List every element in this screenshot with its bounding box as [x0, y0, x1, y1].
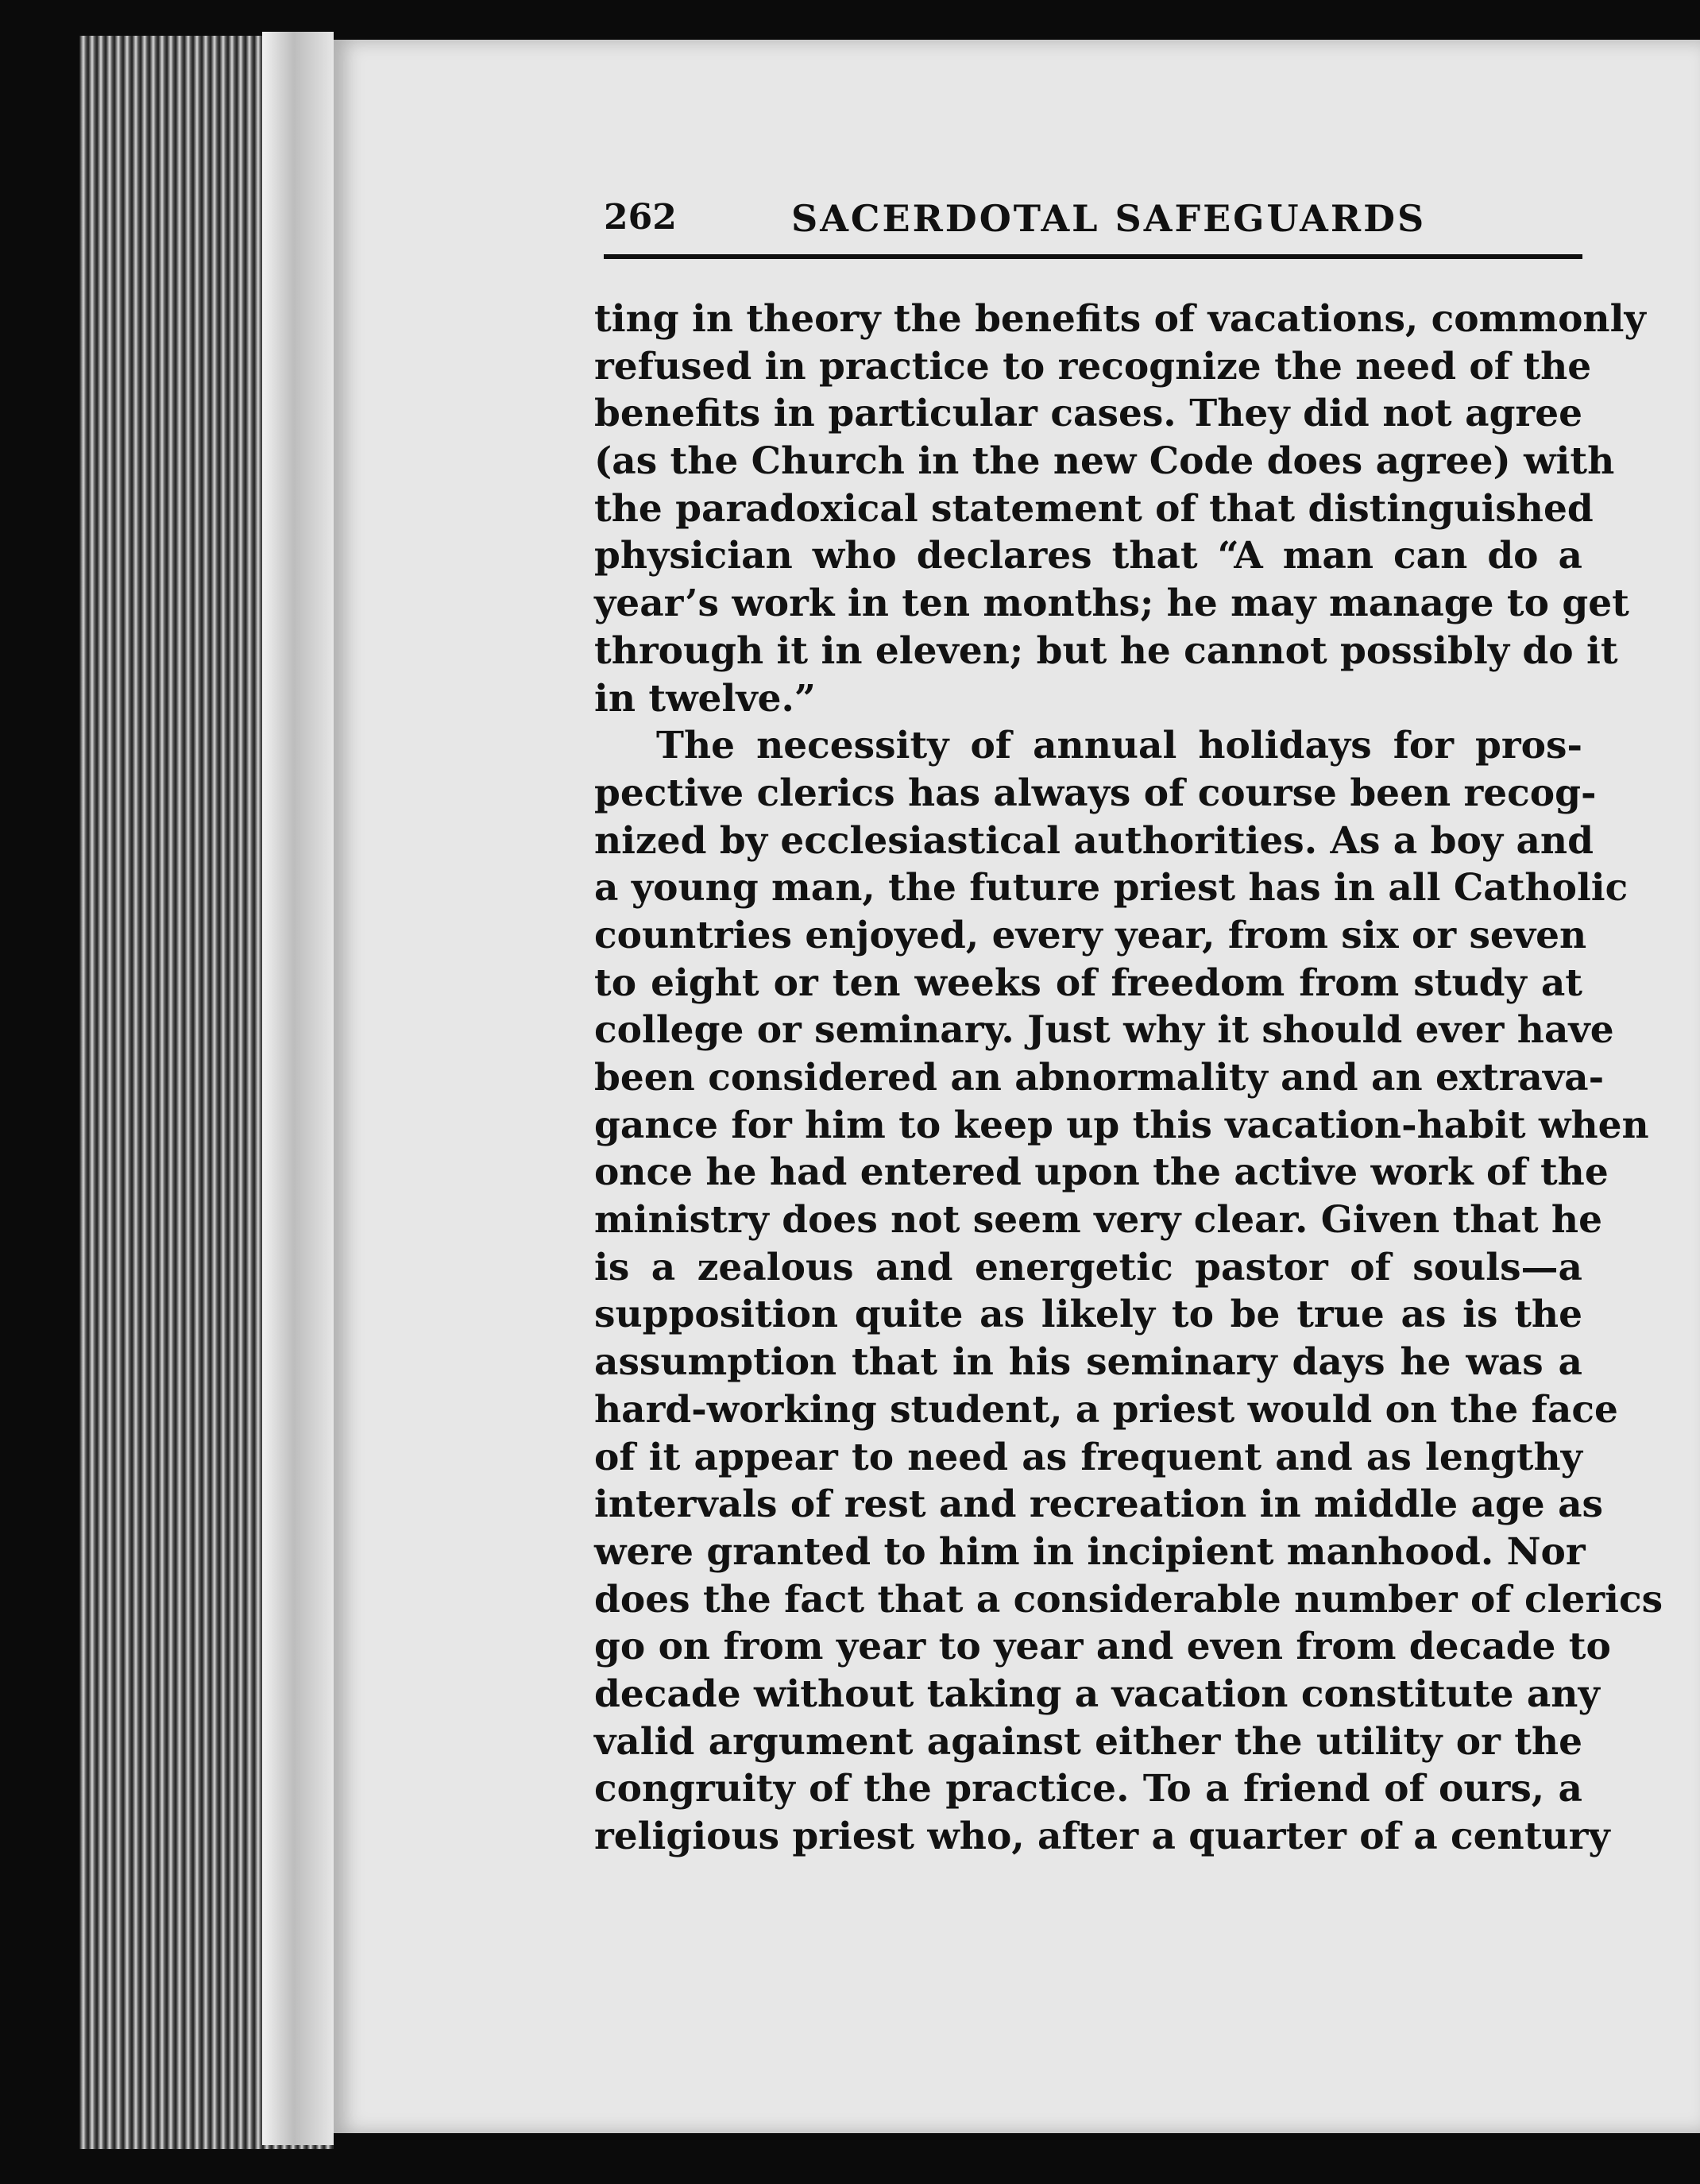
text-line: decade without taking a vacation constitute any — [594, 1672, 1600, 1716]
text-line: nized by ecclesiastical authorities. As a boy and — [594, 818, 1594, 863]
text-line: supposition quite as likely to be true as is the — [594, 1293, 1582, 1337]
text-line: were granted to him in incipient manhood. Nor — [594, 1529, 1586, 1574]
text-line: intervals of rest and recreation in middle age as — [594, 1482, 1603, 1527]
text-line: ting in theory the benefits of vacations, commonly — [594, 297, 1646, 341]
text-line: physician who declares that “A man can do a — [594, 534, 1582, 578]
text-line: refused in practice to recognize the need of the — [594, 344, 1592, 388]
text-line: to eight or ten weeks of freedom from study at — [594, 961, 1582, 1005]
text-line: assumption that in his seminary days he was a — [594, 1340, 1582, 1385]
text-line: in twelve.” — [594, 676, 816, 721]
text-line: (as the Church in the new Code does agree) with — [594, 439, 1615, 484]
text-line: a young man, the future priest has in all Catholic — [594, 866, 1629, 910]
body-text — [594, 296, 1663, 1861]
text-line: religious priest who, after a quarter of a century — [594, 1815, 1610, 1858]
book-gutter — [262, 32, 334, 2145]
text-line: benefits in particular cases. They did not agree — [594, 392, 1582, 436]
page-number: 262 — [604, 197, 677, 238]
text-line: year’s work in ten months; he may manage to get — [594, 582, 1629, 626]
text-line: through it in eleven; but he cannot possibly do it — [594, 628, 1618, 673]
text-line: the paradoxical statement of that distinguished — [594, 486, 1594, 531]
text-line: of it appear to need as frequent and as lengthy — [594, 1435, 1582, 1479]
text-line: countries enjoyed, every year, from six or seven — [594, 913, 1587, 957]
text-line: been considered an abnormality and an extrava- — [594, 1056, 1605, 1100]
text-line: pective clerics has always of course been recog- — [594, 771, 1597, 815]
text-line: once he had entered upon the active work of the — [594, 1150, 1609, 1195]
text-line: does the fact that a considerable number of clerics — [594, 1577, 1663, 1622]
text-line: valid argument against either the utility or the — [594, 1719, 1582, 1764]
text-line: gance for him to keep up this vacation-habit when — [594, 1103, 1649, 1147]
text-line: congruity of the practice. To a friend of ours, a — [594, 1767, 1582, 1811]
text-line: ministry does not seem very clear. Given that he — [594, 1198, 1602, 1243]
text-line: is a zealous and energetic pastor of souls—a — [594, 1245, 1582, 1289]
running-title: SACERDOTAL SAFEGUARDS — [791, 197, 1427, 240]
text-line: go on from year to year and even from decade to — [594, 1625, 1611, 1669]
paragraph-start-line: The necessity of annual holidays for pros- — [656, 724, 1582, 768]
text-line: college or seminary. Just why it should ever have — [594, 1008, 1614, 1053]
text-line: hard-working student, a priest would on the face — [594, 1387, 1618, 1432]
running-header — [604, 191, 1582, 259]
